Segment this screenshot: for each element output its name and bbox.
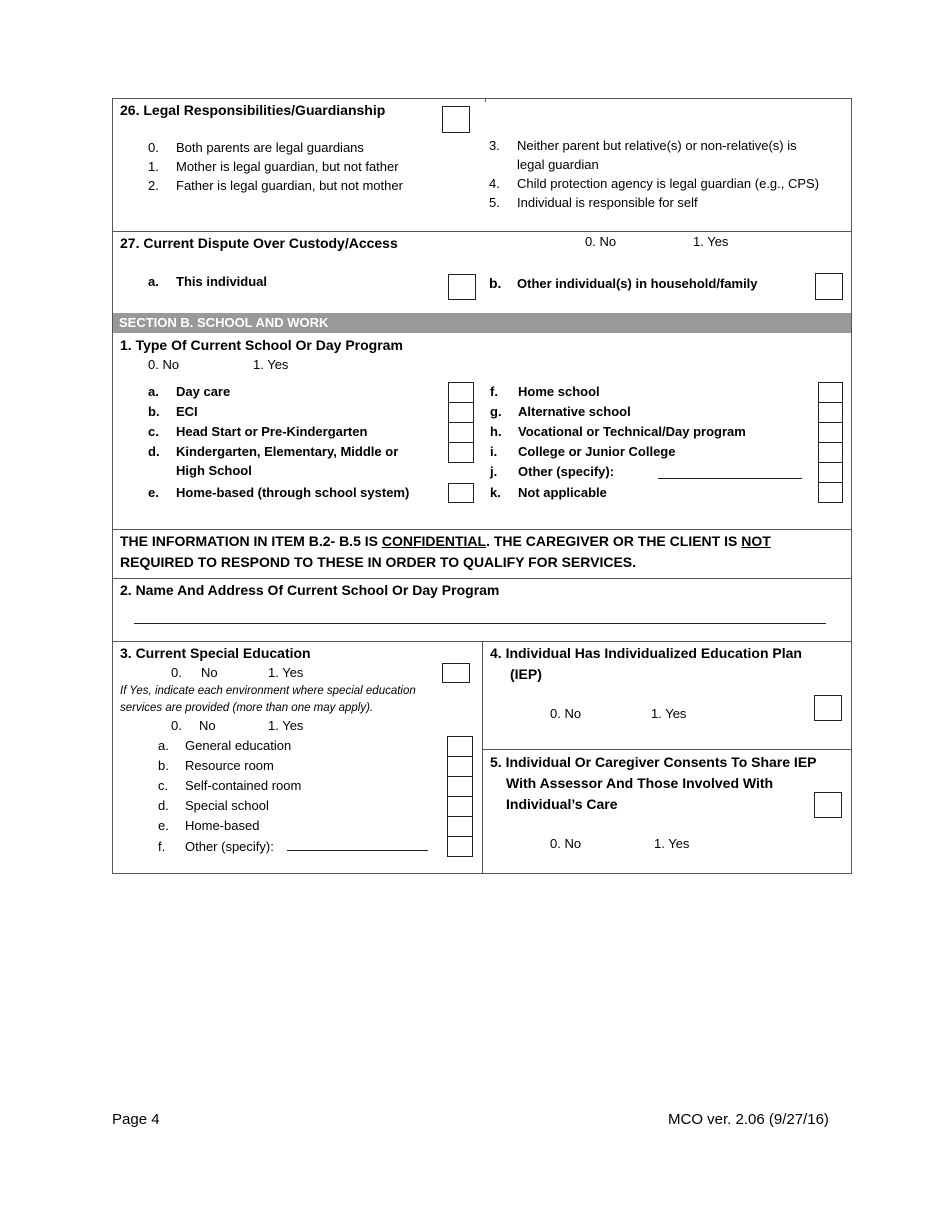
b3c-label: Self-contained room (185, 778, 302, 793)
b3d-letter: d. (158, 798, 169, 813)
q26-opt3-label: Neither parent but relative(s) or non-relative(s) is (517, 138, 797, 153)
b1b-letter: b. (148, 404, 160, 419)
b1j-label: Other (specify): (518, 464, 615, 479)
b3d-label: Special school (185, 798, 269, 813)
b1d-answer-box[interactable] (448, 442, 474, 463)
q26-opt2-label: Father is legal guardian, but not mother (176, 178, 403, 193)
version-label: MCO ver. 2.06 (9/27/16) (668, 1111, 829, 1128)
b1b-label: ECI (176, 404, 198, 419)
b3-note-line1: If Yes, indicate each environment where special education (120, 685, 416, 697)
b1d-label: Kindergarten, Elementary, Middle or (176, 444, 399, 459)
q26-title: 26. Legal Responsibilities/Guardianship (120, 102, 386, 118)
b1c-label: Head Start or Pre-Kindergarten (176, 424, 368, 439)
q26-opt4-num: 4. (489, 176, 500, 191)
b1c-letter: c. (148, 424, 159, 439)
b5-title-line3: Individual’s Care (506, 796, 618, 812)
b1i-letter: i. (490, 444, 498, 459)
b3c-letter: c. (158, 778, 169, 793)
confidential-notice-line2: REQUIRED TO RESPOND TO THESE IN ORDER TO QUALIFY FOR SERVICES. (120, 554, 637, 570)
q27a-letter: a. (148, 274, 159, 289)
b1k-answer-box[interactable] (818, 482, 843, 503)
b2-title: 2. Name And Address Of Current School Or Day Program (120, 582, 500, 598)
confidential-word: CONFIDENTIAL (381, 533, 487, 549)
b3d-answer-box[interactable] (447, 796, 473, 817)
b1g-label: Alternative school (518, 404, 631, 419)
b3f-label: Other (specify): (185, 839, 274, 854)
q27b-label: Other individual(s) in household/family (517, 276, 758, 291)
b3b-answer-box[interactable] (447, 756, 473, 777)
q27b-letter: b. (489, 275, 502, 291)
b4-no-label: 0. No (550, 706, 582, 721)
b3a-answer-box[interactable] (447, 736, 473, 757)
b5-title-line2: With Assessor And Those Involved With (506, 775, 774, 791)
b1d-letter: d. (148, 444, 160, 459)
b1j-letter: j. (490, 464, 498, 479)
b1e-label: Home-based (through school system) (176, 485, 410, 500)
b1c-answer-box[interactable] (448, 422, 474, 443)
b3b-letter: b. (158, 758, 169, 773)
b3b-label: Resource room (185, 758, 274, 773)
q27a-label: This individual (176, 274, 268, 289)
b1i-label: College or Junior College (518, 444, 676, 459)
b1-title: 1. Type Of Current School Or Day Program (120, 337, 403, 353)
b1-yes-label: 1. Yes (253, 357, 289, 372)
divider (112, 529, 852, 530)
b1j-answer-box[interactable] (818, 462, 843, 483)
b3-answer-box[interactable] (442, 663, 470, 683)
b3e-answer-box[interactable] (447, 816, 473, 837)
b4-answer-box[interactable] (814, 695, 842, 721)
not-word: NOT (741, 533, 771, 549)
q26-opt0-num: 0. (148, 140, 159, 155)
b1i-answer-box[interactable] (818, 442, 843, 463)
b1h-letter: h. (490, 424, 502, 439)
b1-no-label: 0. No (148, 357, 180, 372)
confidential-part1: THE INFORMATION IN ITEM B.2- B.5 IS (120, 533, 382, 549)
q26-opt3-label-cont: legal guardian (517, 157, 599, 172)
b3e-letter: e. (158, 818, 169, 833)
b1f-label: Home school (518, 384, 600, 399)
q26-opt1-num: 1. (148, 159, 159, 174)
b1k-label: Not applicable (518, 485, 607, 500)
b1a-answer-box[interactable] (448, 382, 474, 403)
q26-opt2-num: 2. (148, 178, 159, 193)
q27-title: 27. Current Dispute Over Custody/Access (120, 235, 398, 251)
b3-title: 3. Current Special Education (120, 645, 311, 661)
page-number: Page 4 (112, 1111, 160, 1128)
b2-school-input[interactable] (134, 623, 826, 624)
b3-yes2-label: 1. Yes (268, 718, 304, 733)
q26-opt0-label: Both parents are legal guardians (176, 140, 364, 155)
column-divider (482, 641, 483, 874)
divider (482, 749, 852, 750)
q26-opt3-num: 3. (489, 138, 500, 153)
b5-no-label: 0. No (550, 836, 582, 851)
section-b-header: SECTION B. SCHOOL AND WORK (113, 313, 851, 333)
q27a-answer-box[interactable] (448, 274, 476, 300)
confidential-notice-line1 (120, 533, 771, 549)
b1k-letter: k. (490, 485, 501, 500)
b1g-answer-box[interactable] (818, 402, 843, 423)
divider (112, 578, 852, 579)
b1j-specify-field[interactable] (658, 478, 802, 479)
b4-title-line1: 4. Individual Has Individualized Education Plan (490, 645, 802, 661)
confidential-part2: . THE CAREGIVER OR THE CLIENT IS (486, 533, 742, 549)
q27b-answer-box[interactable] (815, 273, 843, 300)
q26-divider-tick (485, 98, 486, 102)
b1g-letter: g. (490, 404, 502, 419)
divider (112, 231, 852, 232)
b1a-label: Day care (176, 384, 231, 399)
b4-title-line2: (IEP) (510, 666, 542, 682)
b1d-label-cont: High School (176, 463, 252, 478)
b5-yes-label: 1. Yes (654, 836, 690, 851)
b5-answer-box[interactable] (814, 792, 842, 818)
q27-no-label: 0. No (585, 234, 617, 249)
b5-title-line1: 5. Individual Or Caregiver Consents To Share IEP (490, 754, 817, 770)
b3f-specify-field[interactable] (287, 850, 428, 851)
b3f-answer-box[interactable] (447, 836, 473, 857)
q26-opt4-label: Child protection agency is legal guardian (e.g., CPS) (517, 176, 820, 191)
b1e-letter: e. (148, 485, 159, 500)
q27-yes-label: 1. Yes (693, 234, 729, 249)
b3-no-num: 0. (171, 665, 182, 680)
b4-yes-label: 1. Yes (651, 706, 687, 721)
b1e-answer-box[interactable] (448, 483, 474, 503)
b1h-answer-box[interactable] (818, 422, 843, 443)
b1a-letter: a. (148, 384, 159, 399)
q26-opt1-label: Mother is legal guardian, but not father (176, 159, 399, 174)
b3a-label: General education (185, 738, 292, 753)
b1f-letter: f. (490, 384, 498, 399)
q26-answer-box[interactable] (442, 106, 470, 133)
b3e-label: Home-based (185, 818, 260, 833)
b3a-letter: a. (158, 738, 169, 753)
q26-opt5-label: Individual is responsible for self (517, 195, 698, 210)
b3-no2-label: No (199, 718, 216, 733)
b3c-answer-box[interactable] (447, 776, 473, 797)
b3-no-label: No (201, 665, 218, 680)
b3f-letter: f. (158, 839, 166, 854)
b3-note-line2: services are provided (more than one may apply). (120, 702, 374, 714)
b1b-answer-box[interactable] (448, 402, 474, 423)
b1f-answer-box[interactable] (818, 382, 843, 403)
b3-yes-label: 1. Yes (268, 665, 304, 680)
q26-opt5-num: 5. (489, 195, 500, 210)
b1h-label: Vocational or Technical/Day program (518, 424, 746, 439)
b3-no2-num: 0. (171, 718, 182, 733)
